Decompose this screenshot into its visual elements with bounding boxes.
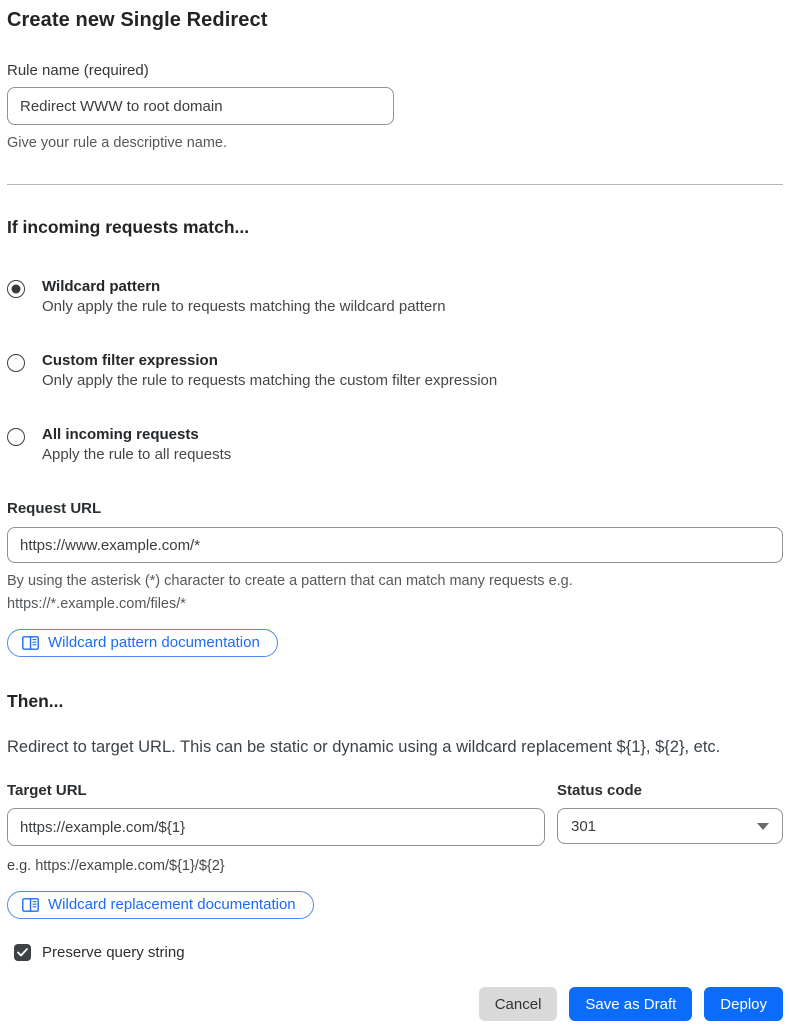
chevron-down-icon	[757, 823, 769, 830]
status-code-select[interactable]	[557, 808, 783, 844]
radio-label: Wildcard pattern	[42, 278, 161, 295]
match-type-radio-group	[7, 278, 783, 463]
target-url-row	[7, 782, 783, 846]
request-url-input[interactable]	[7, 527, 783, 563]
radio-selected-icon[interactable]	[7, 280, 25, 298]
page-title: Create new Single Redirect	[7, 9, 268, 31]
request-url-helper-line1: By using the asterisk (*) character to create a pattern that can match many requests e.g.	[7, 573, 573, 589]
status-code-field	[557, 782, 783, 846]
status-code-label: Status code	[557, 782, 643, 799]
checkbox-checked-icon[interactable]	[14, 944, 31, 961]
radio-description: Only apply the rule to requests matching the custom filter expression	[42, 372, 498, 389]
target-url-input[interactable]	[7, 808, 545, 846]
then-section-heading: Then...	[7, 691, 64, 711]
then-description: Redirect to target URL. This can be static or dynamic using a wildcard replacement ${1}, ${2}, etc.	[7, 738, 721, 756]
cancel-button[interactable]: Cancel	[479, 987, 558, 1021]
deploy-button[interactable]: Deploy	[704, 987, 783, 1021]
target-url-helper: e.g. https://example.com/${1}/${2}	[7, 858, 225, 874]
rule-name-input[interactable]	[7, 87, 394, 125]
radio-label: Custom filter expression	[42, 352, 218, 369]
book-icon	[22, 636, 39, 650]
footer-actions	[7, 987, 783, 1021]
book-icon	[22, 898, 39, 912]
radio-custom-filter-expression[interactable]	[7, 352, 783, 389]
rule-name-helper: Give your rule a descriptive name.	[7, 135, 228, 151]
radio-description: Only apply the rule to requests matching the wildcard pattern	[42, 298, 446, 315]
wildcard-replacement-doc-button[interactable]	[7, 891, 314, 919]
target-url-label: Target URL	[7, 782, 87, 799]
doc-button-label: Wildcard replacement documentation	[48, 896, 296, 913]
section-divider	[7, 184, 783, 185]
request-url-helper-line2: https://*.example.com/files/*	[7, 596, 186, 612]
request-url-helper	[7, 570, 783, 616]
radio-wildcard-pattern[interactable]	[7, 278, 783, 315]
radio-unselected-icon[interactable]	[7, 354, 25, 372]
match-section-heading: If incoming requests match...	[7, 217, 250, 237]
request-url-label: Request URL	[7, 500, 102, 517]
radio-label: All incoming requests	[42, 426, 199, 443]
save-as-draft-button[interactable]: Save as Draft	[569, 987, 692, 1021]
radio-unselected-icon[interactable]	[7, 428, 25, 446]
wildcard-pattern-doc-button[interactable]	[7, 629, 278, 657]
doc-button-label: Wildcard pattern documentation	[48, 634, 260, 651]
preserve-query-label: Preserve query string	[42, 944, 185, 961]
preserve-query-checkbox-row[interactable]	[14, 944, 783, 961]
radio-all-incoming-requests[interactable]	[7, 426, 783, 463]
radio-description: Apply the rule to all requests	[42, 446, 232, 463]
status-code-value: 301	[571, 817, 597, 835]
target-url-field	[7, 782, 545, 846]
rule-name-label: Rule name (required)	[7, 62, 149, 79]
